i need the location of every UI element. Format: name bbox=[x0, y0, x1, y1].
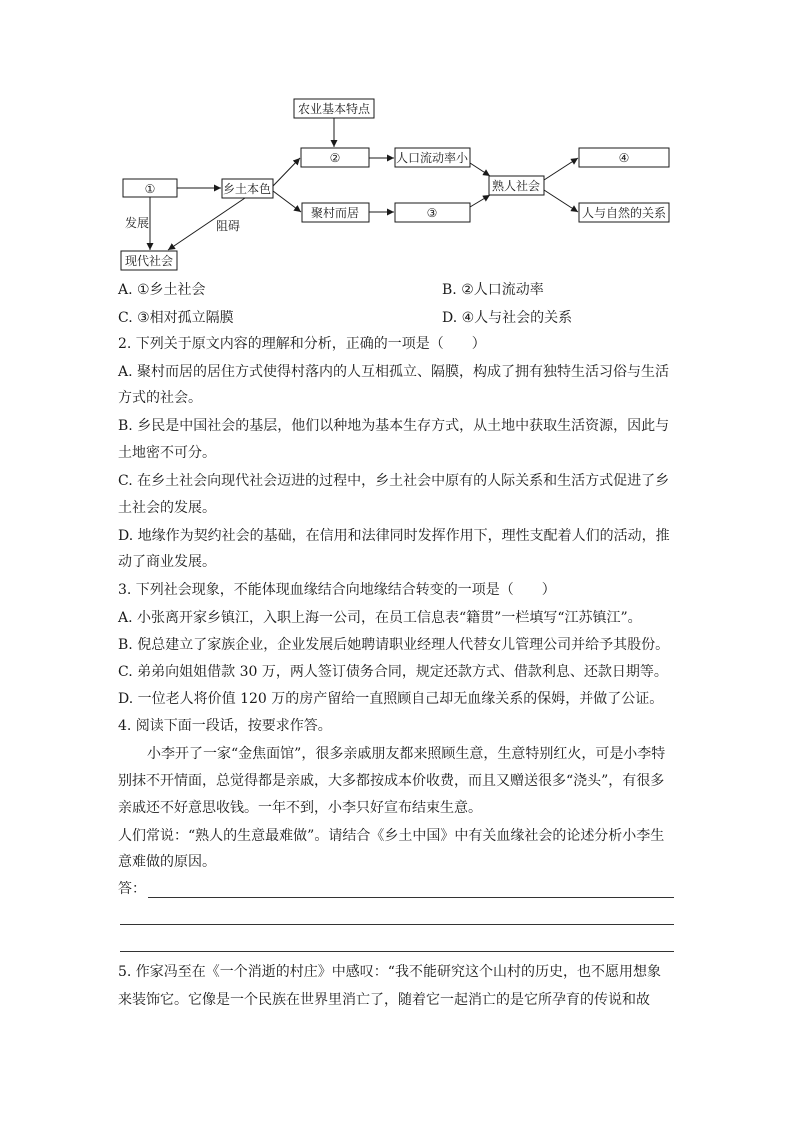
arrow-acquaint-nature bbox=[544, 190, 578, 212]
q2-option-c-line2: 土社会的发展。 bbox=[118, 500, 216, 516]
q4-prompt-line1: 人们常说：“熟人的生意最难做”。请结合《乡土中国》中有关血缘社会的论述分析小李生 bbox=[118, 828, 665, 844]
q3-option-d: D. 一位老人将价值 120 万的房产留给一直照顾自己却无血缘关系的保姆，并做了公证。 bbox=[118, 691, 664, 707]
q3-option-a: A. 小张离开家乡镇江，入职上海一公司，在员工信息表“籍贯”一栏填写“江苏镇江”。 bbox=[118, 610, 642, 626]
node-label-village: 聚村而居 bbox=[310, 206, 360, 220]
q2-option-d-line2: 动了商业发展。 bbox=[118, 554, 216, 570]
node-label-n2: ② bbox=[329, 151, 341, 165]
arrow-rural-village bbox=[273, 191, 301, 212]
q4-answer-area[interactable] bbox=[118, 879, 674, 899]
q2-option-b-line1: B. 乡民是中国社会的基层，他们以种地为基本生存方式，从土地中获取生活资源，因此与 bbox=[118, 418, 670, 434]
q4-passage-line2: 别抹不开情面，总觉得都是亲戚，大多都按成本价收费，而且又赠送很多“浇头”，有很多 bbox=[118, 773, 665, 789]
concept-diagram bbox=[0, 0, 794, 280]
node-label-n1: ① bbox=[144, 182, 156, 196]
q3-option-b: B. 倪总建立了家族企业，企业发展后她聘请职业经理人代替女儿管理公司并给予其股份。 bbox=[118, 637, 670, 653]
node-label-farm: 农业基本特点 bbox=[297, 102, 371, 116]
q2-stem: 2. 下列关于原文内容的理解和分析，正确的一项是（ ） bbox=[118, 336, 486, 352]
answer-line-3[interactable] bbox=[120, 951, 674, 952]
node-label-lowflow: 人口流动率小 bbox=[395, 151, 469, 165]
arrow-n3-acquaint bbox=[470, 195, 490, 207]
arrow-rural-n2 bbox=[273, 158, 300, 186]
q5-line1: 5. 作家冯至在《一个消逝的村庄》中感叹：“我不能研究这个山村的历史，也不愿用想象 bbox=[118, 964, 661, 980]
q3-option-c: C. 弟弟向姐姐借款 30 万，两人签订债务合同，规定还款方式、借款利息、还款日期等。 bbox=[118, 664, 668, 680]
arrow-lowflow-acquaint bbox=[470, 163, 490, 176]
q2-option-b-line2: 土地密不可分。 bbox=[118, 445, 216, 461]
q1-option-c: C. ③相对孤立隔膜 bbox=[118, 310, 234, 326]
answer-line-1[interactable] bbox=[148, 897, 674, 898]
q4-title: 4. 阅读下面一段话，按要求作答。 bbox=[118, 718, 332, 734]
q1-option-d: D. ④人与社会的关系 bbox=[442, 310, 573, 326]
q1-option-b: B. ②人口流动率 bbox=[442, 282, 544, 298]
node-label-n3: ③ bbox=[426, 206, 438, 220]
edge-label-hinder: 阻碍 bbox=[215, 219, 241, 233]
concept-diagram-svg bbox=[0, 0, 794, 280]
node-label-modern: 现代社会 bbox=[124, 254, 174, 268]
q5-line2: 来装饰它。它像是一个民族在世界里消亡了，随着它一起消亡的是它所孕育的传说和故 bbox=[118, 992, 650, 1008]
node-label-rural: 乡土本色 bbox=[222, 182, 272, 196]
q3-stem: 3. 下列社会现象，不能体现血缘结合向地缘结合转变的一项是（ ） bbox=[118, 582, 556, 598]
q2-option-a-line1: A. 聚村而居的居住方式使得村落内的人互相孤立、隔膜，构成了拥有独特生活习俗与生活 bbox=[118, 364, 670, 380]
node-label-nature: 人与自然的关系 bbox=[581, 206, 667, 220]
node-label-acquaint: 熟人社会 bbox=[491, 179, 541, 193]
q2-option-d-line1: D. 地缘作为契约社会的基础，在信用和法律同时发挥作用下，理性支配着人们的活动，推 bbox=[118, 528, 670, 544]
answer-label: 答： bbox=[118, 881, 146, 897]
q2-option-c-line1: C. 在乡土社会向现代社会迈进的过程中，乡土社会中原有的人际关系和生活方式促进了乡 bbox=[118, 473, 670, 489]
q4-passage-line3: 亲戚还不好意思收钱。一年不到，小李只好宣布结束生意。 bbox=[118, 800, 482, 816]
node-label-n4: ④ bbox=[618, 151, 630, 165]
q4-prompt-line2: 意难做的原因。 bbox=[118, 854, 216, 870]
q1-option-a: A. ①乡土社会 bbox=[118, 282, 206, 298]
answer-line-2[interactable] bbox=[120, 924, 674, 925]
arrow-acquaint-n4 bbox=[544, 158, 578, 180]
edge-label-develop: 发展 bbox=[124, 216, 150, 230]
q2-option-a-line2: 方式的社会。 bbox=[118, 390, 202, 406]
q4-passage-line1: 小李开了一家“金焦面馆”，很多亲戚朋友都来照顾生意，生意特别红火，可是小李特 bbox=[147, 746, 666, 762]
